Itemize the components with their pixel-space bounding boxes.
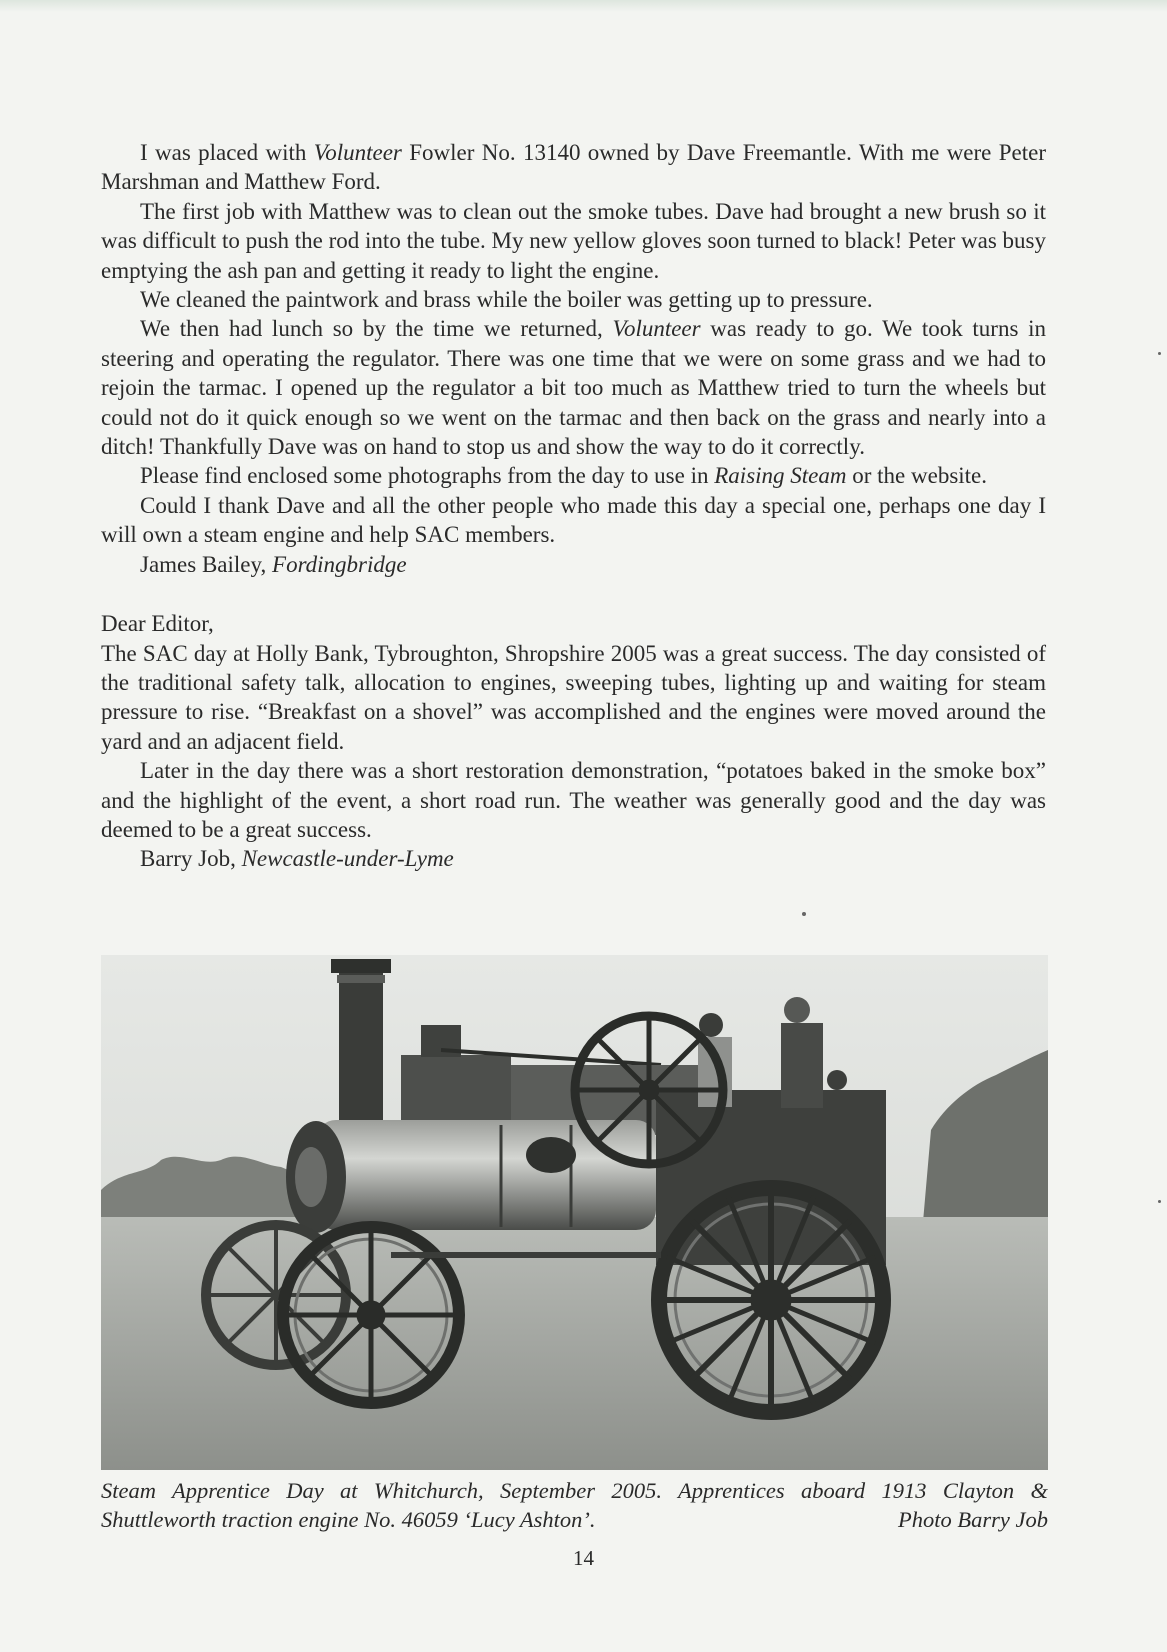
letter1-paragraph-5: Please find enclosed some photographs from the day to use in Raising Steam or the website. <box>140 463 988 489</box>
letters-column <box>101 138 1046 874</box>
scan-speck <box>1158 352 1161 355</box>
engine-name: Volunteer <box>313 140 402 165</box>
letter2-paragraph-1: The SAC day at Holly Bank, Tybroughton, Shropshire 2005 was a great success. The day consisted of the traditional safety talk, allocation to engines, sweeping tubes, lighting up and waiting for steam pressure to rise. “Breakfast on a shovel” was accomplished and the engines were moved around the yard and an adjacent field. <box>101 640 1046 754</box>
chimney <box>339 967 383 1127</box>
letter2-salutation: Dear Editor, <box>101 611 214 637</box>
letter2-paragraph-2: Later in the day there was a short restoration demonstration, “potatoes baked in the smoke box” and the highlight of the event, a short road run. The weather was generally good and the day was deemed to be a great success. <box>101 758 1046 842</box>
page-number: 14 <box>573 1546 594 1570</box>
engine-name: Volunteer <box>612 316 701 342</box>
traction-engine-photo <box>101 955 1048 1470</box>
crew-member-3 <box>827 1070 847 1090</box>
scan-speck <box>802 912 806 916</box>
flywheel <box>575 1016 723 1164</box>
rear-wheel <box>659 1188 883 1412</box>
letter1-paragraph-2: The first job with Matthew was to clean out the smoke tubes. Dave had brought a new brush so it was difficult to push the rod into the tube. My new yellow gloves soon turned to black! Peter was busy emptying the ash pan and getting it ready to light the engine. <box>101 198 1046 283</box>
caption-text: Steam Apprentice Day at Whitchurch, September 2005. Apprentices aboard 1913 Clayton & Shuttleworth traction engine No. 46059 ‘Lucy Ashton’. <box>101 1478 1048 1532</box>
photo-credit: Photo Barry Job <box>898 1507 1048 1532</box>
crew-member-2 <box>784 997 810 1023</box>
letter1-signature: James Bailey, Fordingbridge <box>140 551 407 577</box>
letter1-paragraph-3: We cleaned the paintwork and brass while the boiler was getting up to pressure. <box>140 287 873 313</box>
letter1-paragraph-4: We then had lunch so by the time we returned, Volunteer was ready to go. We took turns in steering and operating the regulator. There was one time that we were on some grass and we had to rejoin the tarmac. I opened up the regulator a bit too much as Matthew tried to turn the wheels but could not do it quick enough so we went on the tarmac and then back on the grass and nearly into a ditch! Thankfully Dave was on hand to stop us and show the way to do it correctly. <box>101 316 1046 460</box>
magazine-title: Raising Steam <box>714 463 847 489</box>
letter2-signature: Barry Job, Newcastle-under-Lyme <box>140 846 454 872</box>
letter1-paragraph-6: Could I thank Dave and all the other people who made this day a special one, perhaps one day I will own a steam engine and help SAC members. <box>101 492 1046 548</box>
scan-speck <box>1158 1200 1161 1203</box>
letter-separator <box>101 579 1046 609</box>
scan-edge <box>0 0 1167 12</box>
photo-caption <box>101 1476 1048 1534</box>
letter1-paragraph-1: I was placed with Volunteer Fowler No. 13140 owned by Dave Freemantle. With me were Peter Marshman and Matthew Ford. <box>101 140 1046 195</box>
